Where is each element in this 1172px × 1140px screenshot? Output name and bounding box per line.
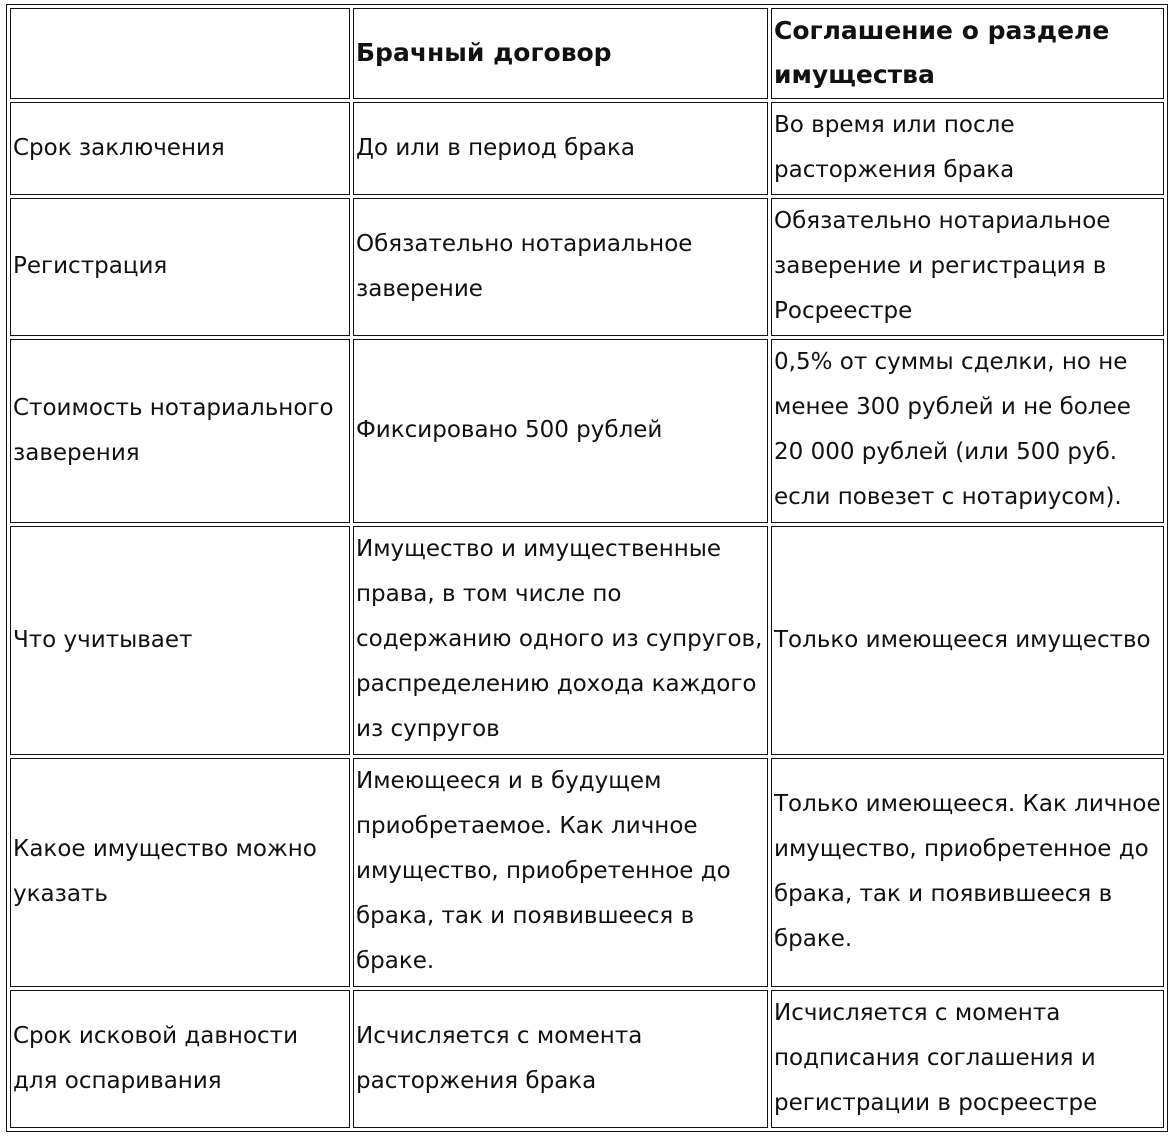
- table-cell: Обязательно нотариальное заверение: [353, 198, 768, 336]
- row-label-cell: Срок исковой давности для оспаривания: [10, 990, 350, 1128]
- table-cell: Только имеющееся имущество: [771, 526, 1164, 755]
- table-row: [10, 990, 1164, 1128]
- table-cell: Имущество и имущественные права, в том числе по содержанию одного из супругов, распределению дохода каждого из супругов: [353, 526, 768, 755]
- row-label-cell: Регистрация: [10, 198, 350, 336]
- row-label-cell: Срок заключения: [10, 102, 350, 195]
- row-label-cell: Какое имущество можно указать: [10, 758, 350, 987]
- table-header-row: [10, 8, 1164, 99]
- table-cell: До или в период брака: [353, 102, 768, 195]
- table-cell: Обязательно нотариальное заверение и регистрация в Росреестре: [771, 198, 1164, 336]
- table-row: [10, 102, 1164, 195]
- table-cell: Исчисляется с момента расторжения брака: [353, 990, 768, 1128]
- header-cell-empty: [10, 8, 350, 99]
- row-label-cell: Стоимость нотариального заверения: [10, 339, 350, 523]
- comparison-table: [6, 4, 1168, 1132]
- header-cell-marriage-contract: Брачный договор: [353, 8, 768, 99]
- table-cell: Фиксировано 500 рублей: [353, 339, 768, 523]
- table-cell: Исчисляется с момента подписания соглашения и регистрации в росреестре: [771, 990, 1164, 1128]
- table-cell: Во время или после расторжения брака: [771, 102, 1164, 195]
- table-row: [10, 339, 1164, 523]
- table-row: [10, 198, 1164, 336]
- table-cell: Имеющееся и в будущем приобретаемое. Как личное имущество, приобретенное до брака, так и появившееся в браке.: [353, 758, 768, 987]
- table-row: [10, 758, 1164, 987]
- table-cell: Только имеющееся. Как личное имущество, приобретенное до брака, так и появившееся в браке.: [771, 758, 1164, 987]
- table-row: [10, 526, 1164, 755]
- row-label-cell: Что учитывает: [10, 526, 350, 755]
- table-cell: 0,5% от суммы сделки, но не менее 300 рублей и не более 20 000 рублей (или 500 руб. если повезет с нотариусом).: [771, 339, 1164, 523]
- header-cell-property-division: Соглашение о разделе имущества: [771, 8, 1164, 99]
